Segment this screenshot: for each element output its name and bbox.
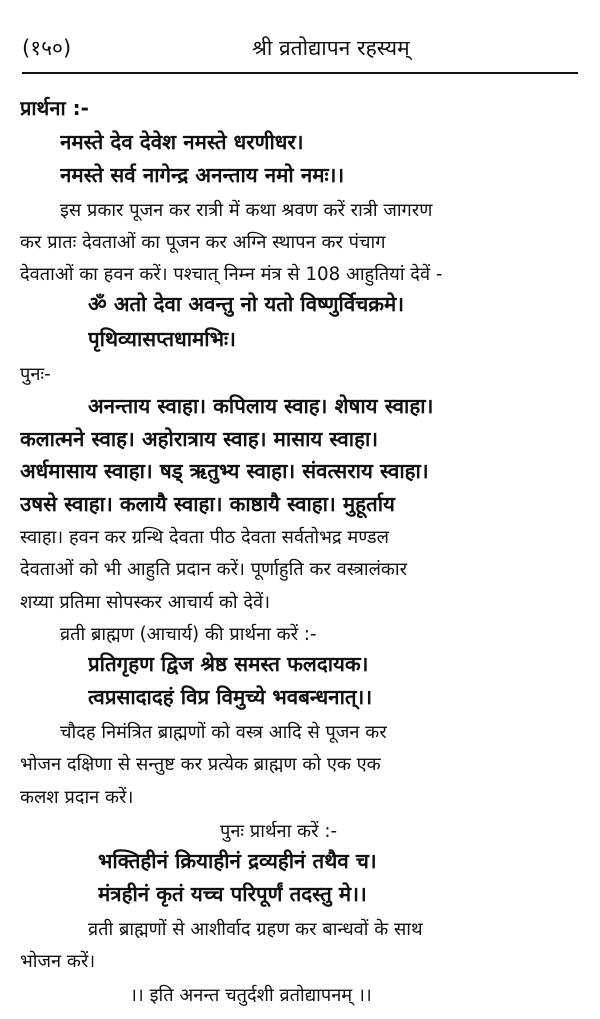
verse-line: नमस्ते देव देवेश नमस्ते धरणीधर।	[60, 130, 304, 154]
paragraph-line: देवताओं को भी आहुति प्रदान करें। पूर्णाहुति कर वस्त्रालंकार	[20, 559, 408, 580]
verse-line: भक्तिहीनं क्रियाहीनं द्रव्यहीनं तथैव च।	[98, 849, 377, 873]
verse-line: नमस्ते सर्व नागेन्द्र अनन्ताय नमो नमः।।	[60, 163, 345, 187]
paragraph-line: भोजन करें।	[20, 951, 96, 972]
mantra-line: पृथिव्यासप्तधामभिः।	[88, 327, 236, 351]
running-title: श्री व्रतोद्यापन रहस्यम्	[252, 36, 410, 60]
mantra-line: उषसे स्वाहा। कलायै स्वाहा। काष्ठायै स्वाहा। मुहूर्ताय	[20, 492, 395, 516]
mantra-line: ॐ अतो देवा अवन्तु नो यतो विष्णुर्विचक्रमे।	[88, 292, 405, 316]
verse-line: मंत्रहीनं कृतं यच्च परिपूर्णं तदस्तु मे।।	[98, 882, 367, 906]
section-label: पुनः-	[20, 364, 51, 385]
paragraph-line: इस प्रकार पूजन कर रात्री में कथा श्रवण करें रात्री जागरण	[60, 200, 433, 221]
paragraph-line: देवताओं का हवन करें। पश्चात् निम्न मंत्र से 108 आहुतियां देवें -	[20, 264, 443, 285]
page-header	[22, 34, 578, 74]
paragraph-line: कर प्रातः देवताओं का पूजन कर अग्नि स्थापन कर पंचाग	[20, 232, 386, 253]
prayer-heading: प्रार्थना :-	[20, 96, 89, 120]
paragraph-line: व्रती ब्राह्मणों से आशीर्वाद ग्रहण कर बान्धवों के साथ	[88, 919, 423, 940]
mantra-line: कलात्मने स्वाह। अहोरात्राय स्वाह। मासाय स्वाहा।	[20, 427, 379, 451]
instruction-line: व्रती ब्राह्मण (आचार्य) की प्रार्थना करें :-	[60, 624, 317, 645]
paragraph-line: चौदह निमंत्रित ब्राह्मणों को वस्त्र आदि से पूजन कर	[60, 722, 387, 743]
instruction-line: पुनः प्रार्थना करें :-	[220, 821, 338, 842]
mantra-line: अनन्ताय स्वाहा। कपिलाय स्वाह। शेषाय स्वाहा।	[88, 394, 434, 418]
paragraph-line: कलश प्रदान करें।	[20, 787, 134, 808]
paragraph-line: भोजन दक्षिणा से सन्तुष्ट कर प्रत्येक ब्राह्मण को एक एक	[20, 754, 381, 775]
closing-colophon: ।। इति अनन्त चतुर्दशी व्रतोद्यापनम् ।।	[130, 985, 372, 1006]
verse-line: त्वप्रसादादहं विप्र विमुच्ये भवबन्धनात्।।	[88, 685, 373, 709]
paragraph-line: स्वाहा। हवन कर ग्रन्थि देवता पीठ देवता सर्वतोभद्र मण्डल	[20, 527, 389, 548]
page-number: (१५०)	[22, 36, 72, 60]
verse-line: प्रतिगृहण द्विज श्रेष्ठ समस्त फलदायक।	[88, 652, 369, 676]
mantra-line: अर्धमासाय स्वाहा। षड् ऋतुभ्य स्वाहा। संवत्सराय स्वाहा।	[20, 459, 429, 483]
paragraph-line: शय्या प्रतिमा सोपस्कर आचार्य को देवें।	[20, 592, 271, 613]
